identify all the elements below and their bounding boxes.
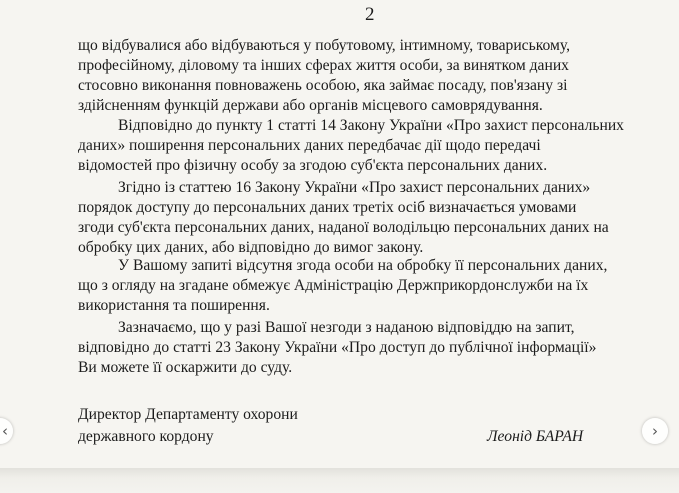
signatory-position-line: Директор Департаменту охорони xyxy=(78,406,298,423)
paragraph-line: Згідно із статтею 16 Закону України «Про захист персональних даних» xyxy=(118,179,591,196)
paragraph-line: Ви можете її оскаржити до суду. xyxy=(78,359,293,376)
signatory-position-line: державного кордону xyxy=(78,428,214,445)
paragraph-line: У Вашому запиті відсутня згода особи на обробку її персональних даних, xyxy=(118,257,608,274)
page-number: 2 xyxy=(365,4,375,25)
chevron-left-icon: ‹ xyxy=(2,422,8,440)
paragraph-line: здійсненням функцій держави або органів місцевого самоврядування. xyxy=(78,97,543,114)
paragraph-3 xyxy=(78,178,663,258)
paragraph-line: Відповідно до пункту 1 статті 14 Закону України «Про захист персональних xyxy=(118,117,624,134)
paragraph-line: відомостей про фізичну особу за згодою суб'єкта персональних даних. xyxy=(78,157,548,174)
next-page-button[interactable] xyxy=(642,418,668,444)
paragraph-line: використання та поширення. xyxy=(78,297,270,314)
paragraph-line: відповідно до статті 23 Закону України «Про доступ до публічної інформації» xyxy=(78,339,597,356)
paragraph-5 xyxy=(78,318,663,378)
paragraph-4 xyxy=(78,256,663,316)
paragraph-line: що з огляду на згадане обмежує Адміністрацію Держприкордонслужби на їх xyxy=(78,277,589,294)
paragraph-line: що відбувалися або відбуваються у побутовому, інтимному, товариському, xyxy=(78,37,570,54)
paragraph-line: обробку цих даних, або відповідно до вимог закону. xyxy=(78,239,424,256)
signatory-name: Леонід БАРАН xyxy=(487,428,584,445)
paragraph-line: згоди суб'єкта персональних даних, наданої володільцю персональних даних на xyxy=(78,219,609,236)
paragraph-line: даних» поширення персональних даних передбачає дії щодо передачі xyxy=(78,137,541,154)
paragraph-2 xyxy=(78,116,663,176)
paragraph-line: порядок доступу до персональних даних третіх осіб визначається умовами xyxy=(78,199,577,216)
paragraph-line: Зазначаємо, що у разі Вашої незгоди з наданою відповіддю на запит, xyxy=(118,319,575,336)
paragraph-line: стосовно виконання повноважень особою, яка займає посаду, пов'язану зі xyxy=(78,77,568,94)
chevron-right-icon: › xyxy=(652,422,658,440)
paragraph-line: професійному, діловому та інших сферах життя особи, за винятком даних xyxy=(78,57,569,74)
signatory-position xyxy=(78,404,298,448)
bottom-margin-strip xyxy=(0,468,679,493)
paragraph-1 xyxy=(78,36,663,116)
